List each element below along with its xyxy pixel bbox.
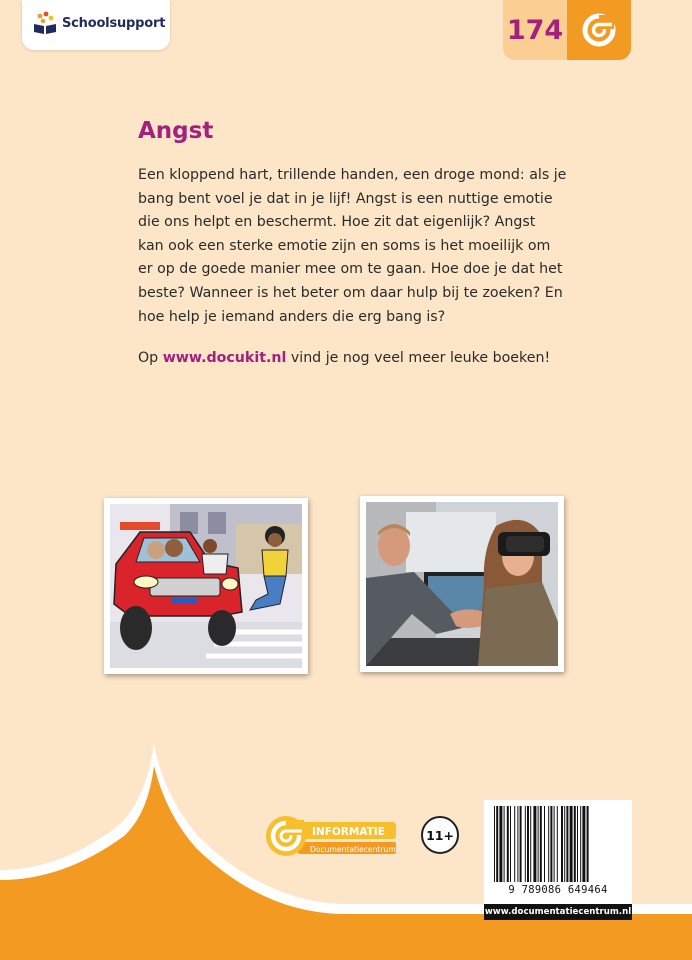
isbn-barcode — [484, 800, 632, 904]
description-line: er op de goede manier mee om te gaan. Hoe doe je dat het — [138, 261, 563, 278]
illustration-car-and-people — [104, 498, 308, 674]
website-link[interactable]: www.docukit.nl — [162, 350, 287, 366]
description-line: bang bent voel je dat in je lijf! Angst is een nuttige emotie — [138, 190, 553, 207]
age-rating: 11+ — [426, 827, 454, 843]
description-line: beste? Wanneer is het beter om daar hulp bij te zoeken? En — [138, 284, 563, 301]
book-logo-icon — [32, 10, 58, 36]
series-number-box — [503, 0, 567, 60]
car-scene-image — [110, 504, 302, 668]
spiral-logo-box — [567, 0, 631, 60]
series-number: 174 — [506, 14, 564, 46]
photo-vr-headset — [360, 496, 564, 672]
publisher-label: Documentatiecentrum — [310, 845, 396, 854]
book-title: Angst — [138, 118, 214, 144]
vr-scene-image — [366, 502, 558, 666]
website-prefix: Op — [138, 350, 163, 366]
age-rating-badge — [421, 816, 459, 854]
footer-website[interactable]: www.documentatiecentrum.nl — [484, 904, 632, 920]
description-line: kan ook een sterke emotie zijn en soms is het moeilijk om — [138, 237, 551, 254]
book-description — [138, 164, 567, 329]
website-line — [138, 350, 550, 366]
schoolsupport-logo[interactable] — [22, 0, 170, 50]
isbn-number: 9 789086 649464 — [508, 884, 608, 896]
brand-name: Schoolsupport — [62, 16, 166, 31]
category-label: INFORMATIE — [312, 826, 385, 838]
description-line: die ons helpt en beschermt. Hoe zit dat eigenlijk? Angst — [138, 214, 536, 231]
spiral-icon — [582, 13, 616, 47]
barcode-bars — [492, 806, 624, 884]
description-line: Een kloppend hart, trillende handen, een droge mond: als je — [138, 167, 567, 183]
website-suffix: vind je nog veel meer leuke boeken! — [286, 350, 551, 366]
description-line: hoe help je iemand anders die erg bang is? — [138, 308, 446, 325]
series-number-badge — [503, 0, 631, 60]
